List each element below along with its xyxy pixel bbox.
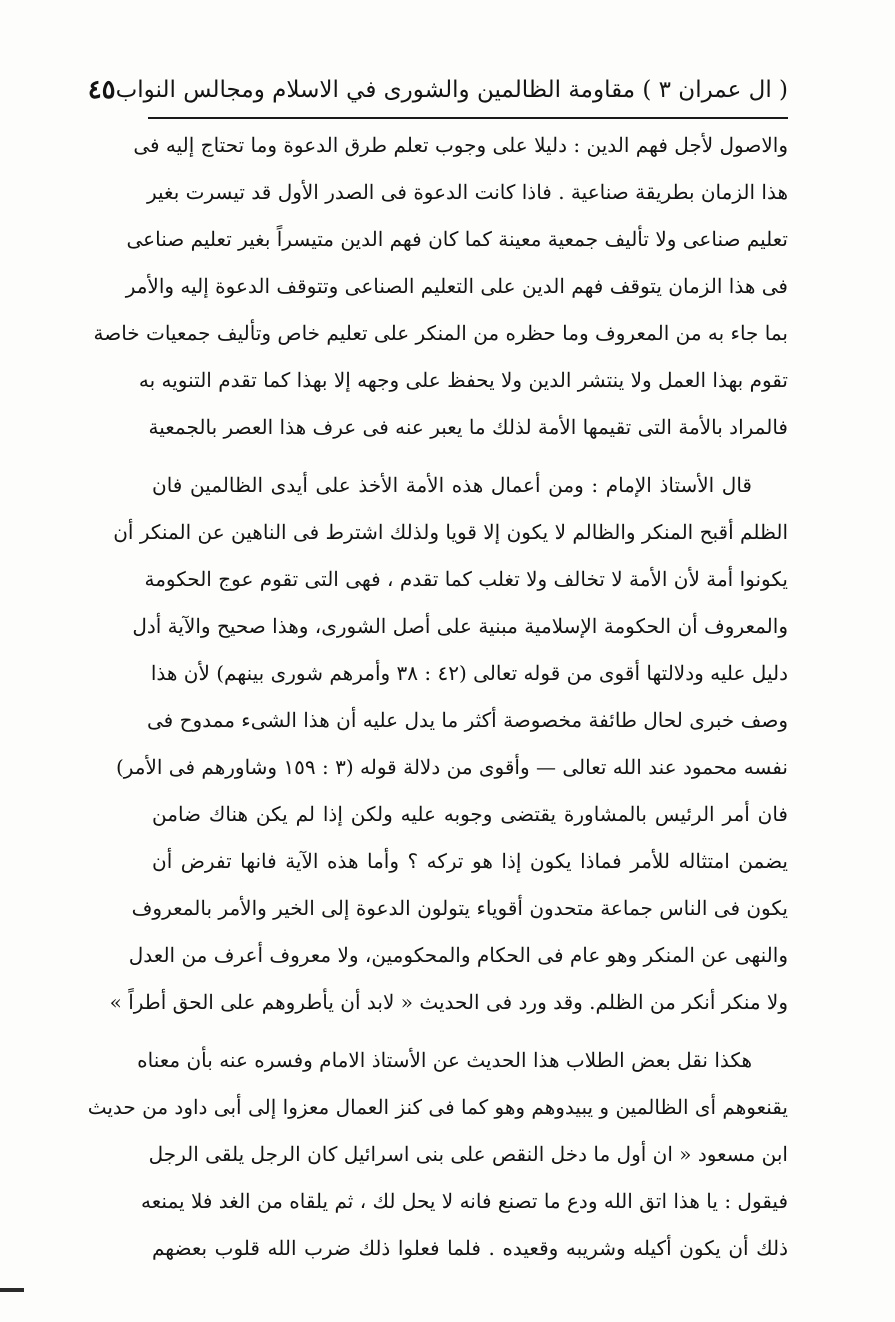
text-line: هذا الزمان بطريقة صناعية . فاذا كانت الدعوة فى الصدر الأول قد تيسرت بغير [146,180,788,204]
text-line: بما جاء به من المعروف وما حظره من المنكر على تعليم خاص وتأليف جمعيات خاصة [93,321,788,345]
text-line: نفسه محمود عند الله تعالى — وأقوى من دلالة قوله (٣ : ١٥٩ وشاورهم فى الأمر) [115,755,788,779]
text-line: تعليم صناعى ولا تأليف جمعية معينة كما كان فهم الدين متيسراً بغير تعليم صناعى [126,227,788,251]
text-line: يضمن امتثاله للأمر فماذا يكون إذا هو تركه ؟ وأما هذه الآية فانها تفرض أن [152,849,788,873]
text-line: فى هذا الزمان يتوقف فهم الدين على التعليم الصناعى وتتوقف الدعوة إليه والأمر [125,274,788,298]
text-line: الظلم أقبح المنكر والظالم لا يكون إلا قويا ولذلك اشترط فى الناهين عن المنكر أن [113,520,788,544]
header-rule [148,117,788,119]
text-line: ابن مسعود « ان أول ما دخل النقص على بنى اسرائيل كان الرجل يلقى الرجل [148,1142,788,1166]
text-line: يكون فى الناس جماعة متحدون أقوياء يتولون الدعوة إلى الخير والأمر بالمعروف [131,896,788,920]
text-line: فالمراد بالأمة التى تقيمها الأمة لذلك ما يعبر عنه فى عرف هذا العصر بالجمعية [148,415,788,439]
text-line: قال الأستاذ الإمام : ومن أعمال هذه الأمة الأخذ على أيدى الظالمين فان [152,473,752,497]
text-line: فان أمر الرئيس بالمشاورة يقتضى وجوبه عليه ولكن إذا لم يكن هناك ضامن [152,802,788,826]
paragraph-2 [109,462,788,1026]
text-line: تقوم بهذا العمل ولا ينتشر الدين ولا يحفظ على وجهه إلا بهذا كما تقدم التنويه به [138,368,788,392]
running-head [87,70,788,110]
header-title: ( ال عمران ٣ ) مقاومة الظالمين والشورى في الاسلام ومجالس النواب [115,77,788,103]
body-text [87,122,788,1272]
text-line: يكونوا أمة لأن الأمة لا تخالف ولا تغلب كما تقدم ، فهى التى تقوم عوج الحكومة [144,567,788,591]
text-line: فيقول : يا هذا اتق الله ودع ما تصنع فانه لا يحل لك ، ثم يلقاه من الغد فلا يمنعه [141,1189,788,1213]
paragraph-1 [93,122,788,451]
text-line: ولا منكر أنكر من الظلم. وقد ورد فى الحديث « لابد أن يأطروهم على الحق أطراً » [109,990,788,1014]
text-line: والاصول لأجل فهم الدين : دليلا على وجوب تعلم طرق الدعوة وما تحتاج إليه فى [133,133,788,157]
text-line: يقنعوهم أى الظالمين و يبيدوهم وهو كما فى كنز العمال معزوا إلى أبى داود من حديث [87,1095,788,1119]
text-line: هكذا نقل بعض الطلاب هذا الحديث عن الأستاذ الامام وفسره عنه بأن معناه [137,1048,752,1072]
scan-edge-mark [0,1288,24,1292]
paragraph-3 [87,1037,788,1272]
text-line: والنهى عن المنكر وهو عام فى الحكام والمحكومين، ولا معروف أعرف من العدل [128,943,788,967]
paragraph-gap [152,1026,788,1037]
text-line: والمعروف أن الحكومة الإسلامية مبنية على أصل الشورى، وهذا صحيح والآية أدل [132,614,788,638]
page-number: ٤٥ [87,75,116,105]
text-line: دليل عليه ودلالتها أقوى من قوله تعالى (٤٢ : ٣٨ وأمرهم شورى بينهم) لأن هذا [150,661,788,685]
text-line: ذلك أن يكون أكيله وشريبه وقعيده . فلما فعلوا ذلك ضرب الله قلوب بعضهم [152,1236,788,1260]
paragraph-gap [152,451,788,462]
text-line: وصف خبرى لحال طائفة مخصوصة أكثر ما يدل عليه أن هذا الشىء ممدوح فى [147,708,788,732]
